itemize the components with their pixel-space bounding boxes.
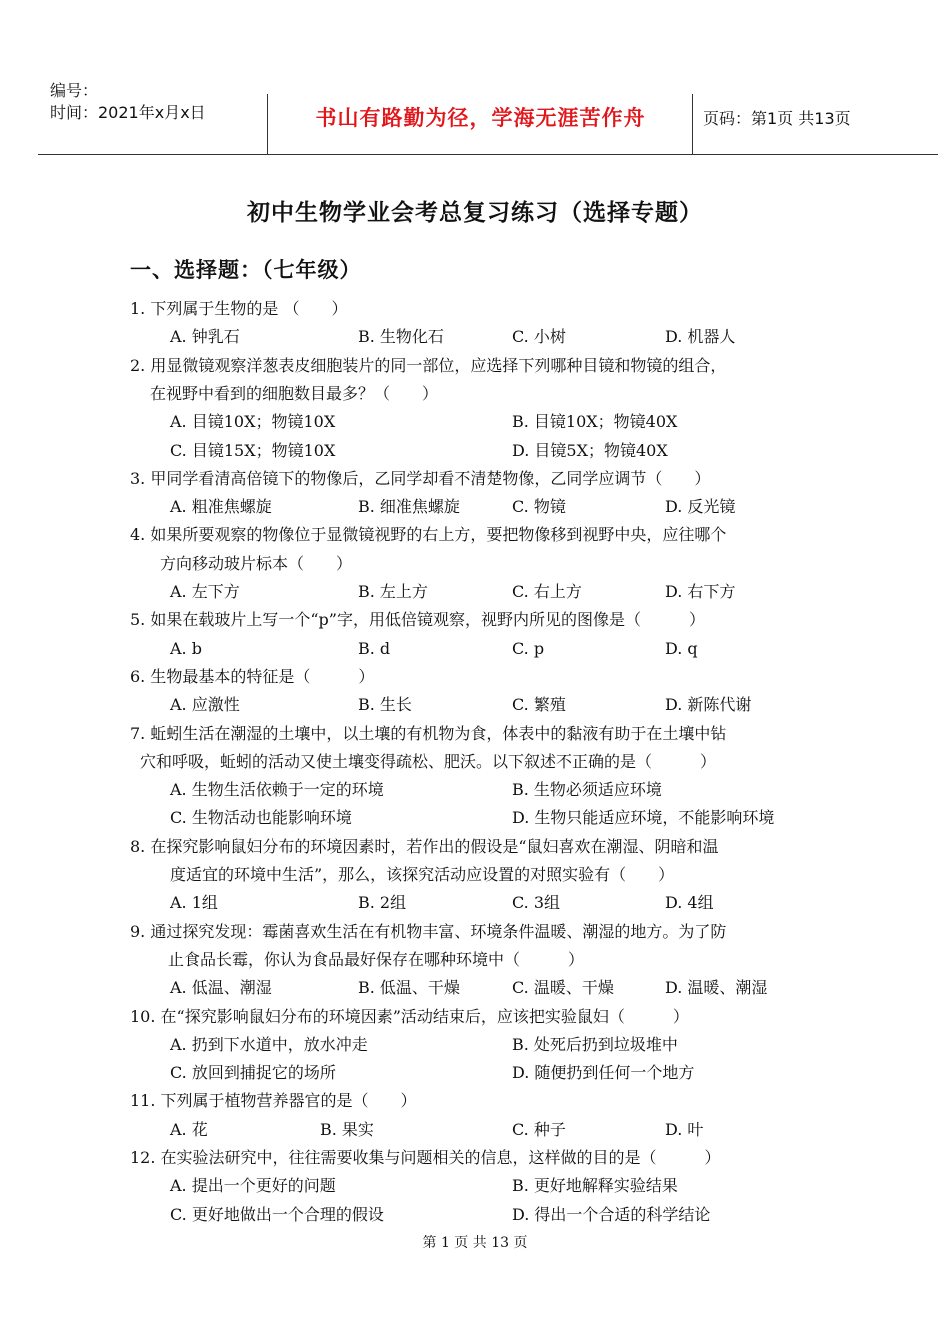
answer-option: C. 更好地做出一个合理的假设 [170, 1204, 384, 1224]
answer-option: A. b [170, 638, 202, 658]
answer-option: B. 左上方 [358, 582, 428, 601]
question-stem: 5. 如果在载玻片上写一个“p”字，用低倍镜观察，视野内所见的图像是（ ） [130, 610, 705, 630]
question-stem-continued: 在视野中看到的细胞数目最多？（ ） [150, 383, 439, 403]
answer-option: C. 小树 [512, 327, 566, 347]
answer-option: D. 目镜5X；物镜40X [512, 440, 668, 460]
answer-option: A. 左下方 [170, 582, 240, 601]
answer-option: A. 花 [170, 1119, 208, 1139]
answer-option: B. d [358, 638, 391, 658]
answer-option: B. 生物化石 [358, 327, 444, 347]
answer-option: A. 1组 [170, 893, 218, 913]
answer-option: A. 生物生活依赖于一定的环境 [170, 780, 384, 800]
header-meta [50, 80, 206, 124]
answer-option: B. 处死后扔到垃圾堆中 [512, 1034, 678, 1054]
question-stem: 6. 生物最基本的特征是（ ） [130, 666, 375, 686]
question-stem: 10. 在“探究影响鼠妇分布的环境因素”活动结束后，应该把实验鼠妇（ ） [130, 1006, 689, 1026]
question-stem: 7. 蚯蚓生活在潮湿的土壤中，以土壤的有机物为食，体表中的黏液有助于在土壤中钻 [130, 723, 727, 743]
section-heading: 一、选择题：（七年级） [130, 257, 362, 282]
answer-option: C. 温暖、干燥 [512, 978, 614, 998]
answer-option: C. 目镜15X；物镜10X [170, 440, 336, 460]
question-stem: 3. 甲同学看清高倍镜下的物像后，乙同学却看不清楚物像，乙同学应调节（ ） [130, 468, 711, 488]
answer-option: B. 果实 [320, 1119, 374, 1139]
answer-option: D. 生物只能适应环境，不能影响环境 [512, 808, 775, 828]
answer-option: D. 得出一个合适的科学结论 [512, 1204, 711, 1224]
answer-option: A. 应激性 [170, 695, 240, 715]
answer-option: D. 机器人 [665, 327, 736, 347]
answer-option: A. 目镜10X；物镜10X [170, 412, 336, 432]
answer-option: B. 低温、干燥 [358, 978, 460, 998]
header-motto: 书山有路勤为径，学海无涯苦作舟 [315, 106, 646, 130]
header-page-info: 页码：第1页 共13页 [703, 109, 851, 128]
answer-option: A. 钟乳石 [170, 327, 240, 347]
answer-option: C. p [512, 638, 545, 658]
page-header [38, 76, 938, 156]
answer-option: D. 反光镜 [665, 497, 736, 517]
question-stem-continued: 度适宜的环境中生活”，那么，该探究活动应设置的对照实验有（ ） [170, 865, 675, 884]
question-stem: 4. 如果所要观察的物像位于显微镜视野的右上方，要把物像移到视野中央，应往哪个 [130, 525, 727, 545]
answer-option: B. 生长 [358, 695, 412, 715]
page-footer: 第 1 页 共 13 页 [422, 1235, 528, 1251]
answer-option: A. 扔到下水道中，放水冲走 [170, 1034, 368, 1054]
question-stem-continued: 穴和呼吸，蚯蚓的活动又使土壤变得疏松、肥沃。以下叙述不正确的是（ ） [140, 751, 717, 771]
answer-option: D. 4组 [665, 893, 714, 913]
answer-option: A. 粗准焦螺旋 [170, 497, 272, 517]
document-title: 初中生物学业会考总复习练习（选择专题） [247, 199, 703, 226]
question-stem: 11. 下列属于植物营养器官的是（ ） [130, 1091, 417, 1111]
answer-option: D. 新陈代谢 [665, 695, 752, 715]
answer-option: D. 随便扔到任何一个地方 [512, 1063, 695, 1083]
question-stem: 1. 下列属于生物的是 （ ） [130, 299, 348, 318]
answer-option: C. 3组 [512, 893, 561, 913]
answer-option: C. 物镜 [512, 497, 566, 517]
answer-option: D. 右下方 [665, 582, 736, 601]
answer-option: C. 种子 [512, 1119, 566, 1139]
question-stem-continued: 止食品长霉，你认为食品最好保存在哪种环境中（ ） [168, 949, 585, 969]
answer-option: D. 温暖、潮湿 [665, 978, 768, 998]
answer-option: B. 细准焦螺旋 [358, 497, 460, 517]
answer-option: B. 2组 [358, 893, 407, 913]
answer-option: C. 右上方 [512, 582, 582, 601]
answer-option: C. 放回到捕捉它的场所 [170, 1063, 336, 1083]
answer-option: A. 低温、潮湿 [170, 978, 272, 998]
question-stem: 8. 在探究影响鼠妇分布的环境因素时，若作出的假设是“鼠妇喜欢在潮湿、阴暗和温 [130, 836, 719, 856]
answer-option: A. 提出一个更好的问题 [170, 1176, 336, 1196]
number-label: 编号： [50, 81, 99, 100]
time-label: 时间：2021年x月x日 [50, 103, 206, 122]
header-divider-right [692, 94, 693, 154]
question-stem: 12. 在实验法研究中，往往需要收集与问题相关的信息，这样做的目的是（ ） [130, 1148, 721, 1167]
answer-option: B. 目镜10X；物镜40X [512, 412, 678, 432]
answer-option: D. q [665, 638, 698, 658]
answer-option: D. 叶 [665, 1119, 704, 1139]
answer-option: C. 繁殖 [512, 695, 566, 715]
question-stem-continued: 方向移动玻片标本（ ） [160, 553, 353, 573]
answer-option: B. 更好地解释实验结果 [512, 1176, 678, 1196]
header-bottom-rule [38, 154, 938, 155]
answer-option: B. 生物必须适应环境 [512, 780, 662, 800]
question-stem: 2. 用显微镜观察洋葱表皮细胞装片的同一部位，应选择下列哪种目镜和物镜的组合， [130, 355, 727, 375]
question-stem: 9. 通过探究发现：霉菌喜欢生活在有机物丰富、环境条件温暖、潮湿的地方。为了防 [130, 921, 727, 941]
answer-option: C. 生物活动也能影响环境 [170, 808, 352, 828]
